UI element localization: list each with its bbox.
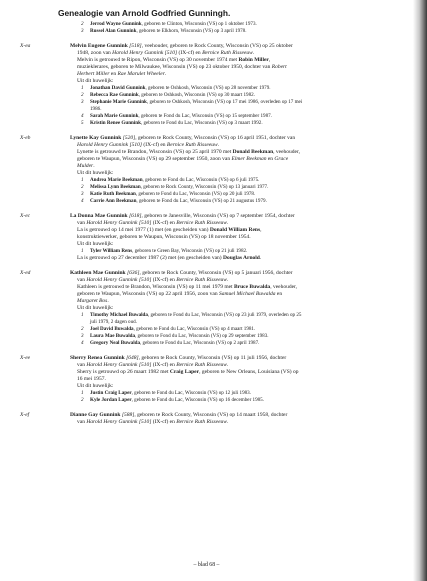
text-span: 1948, zoon van bbox=[77, 50, 113, 56]
child-details: , geboren te Clinton, Wisconsin (VS) op 1 oktober 1973. bbox=[141, 21, 257, 27]
child-entry bbox=[20, 340, 413, 347]
child-name: Timothy Michael Buwalda bbox=[90, 312, 148, 318]
person-name: Lynette Kay Gunnink bbox=[70, 135, 122, 141]
italic-text: Harold Henry Gunnink [510] bbox=[112, 50, 178, 56]
italic-text: Bernice Ruth Risseeuw bbox=[176, 419, 227, 425]
italic-text: Bernice Ruth Risseeuw bbox=[176, 277, 227, 283]
italic-text: Bernice Ruth Risseeuw bbox=[176, 220, 227, 226]
child-name: Stephanie Marie Gunnink bbox=[90, 99, 147, 105]
entry-text-line bbox=[20, 163, 413, 170]
child-number: 4 bbox=[81, 198, 84, 204]
child-entry bbox=[20, 397, 413, 404]
child-entry bbox=[20, 21, 413, 28]
child-number: 1 bbox=[81, 177, 84, 183]
italic-text: Harold Henry Gunnink [510] bbox=[86, 419, 152, 425]
italic-text: Grace bbox=[274, 156, 289, 162]
child-details: , geboren te Fond du Lac, Wisconsin (VS) op 6 juli 1975. bbox=[142, 177, 260, 183]
child-entry bbox=[20, 333, 413, 340]
child-name: Kyle Jordan Laper bbox=[90, 397, 132, 403]
text-span: van bbox=[77, 362, 87, 368]
child-name: Rebecca Rae Gunnink bbox=[90, 92, 139, 98]
entry-code: X-ed bbox=[20, 270, 31, 276]
child-name: Katie Ruth Beekman bbox=[90, 191, 136, 197]
entry-text-line bbox=[20, 291, 413, 298]
text-span: van bbox=[77, 220, 87, 226]
entry-text-line bbox=[20, 376, 413, 383]
entry-code: X-eb bbox=[20, 135, 31, 141]
child-name: Gregory Neal Buwalda bbox=[90, 340, 140, 346]
entry-code: X-ef bbox=[20, 412, 30, 418]
text-span: Uit dit huwelijk: bbox=[77, 305, 114, 311]
child-details: , geboren te Fond du Lac, Wisconsin (VS) op 12 juli 1983. bbox=[131, 390, 251, 396]
person-name: Melvin Eugene Gunnink bbox=[70, 43, 128, 49]
text-span: Uit dit huwelijk: bbox=[77, 383, 114, 389]
text-span: , bbox=[260, 227, 262, 233]
entry-text-line bbox=[20, 78, 413, 85]
child-number: 2 bbox=[81, 184, 84, 190]
text-span: (IX-cf) en bbox=[151, 277, 177, 283]
entry-text-line bbox=[20, 277, 413, 284]
text-span: . bbox=[259, 255, 262, 261]
page-footer: – blad 68 – bbox=[193, 562, 220, 568]
text-span: Uit dit huwelijk: bbox=[77, 241, 114, 247]
text-span: Lynette is getrouwd te Brandon, Wisconsin (VS) op 25 april 1970 met bbox=[77, 149, 233, 155]
child-details: , geboren te Fond du Lac, Wisconsin (VS) op 29 september 1983. bbox=[135, 333, 269, 339]
person-name: Bruce Buwalda bbox=[233, 284, 271, 290]
child-details: , geboren te Fond du Lac, Wisconsin (VS) op 23 juli 1979, overleden op 25 bbox=[147, 312, 302, 318]
text-span: van bbox=[77, 419, 87, 425]
text-span: Sherry is getrouwd op 26 maart 1982 met bbox=[77, 369, 170, 375]
person-name: Donald Beekman bbox=[232, 149, 274, 155]
entry-spacer bbox=[20, 262, 413, 270]
text-span: , geboren te Rock County, Wisconsin (VS) op 5 januari 1956, dochter bbox=[139, 270, 293, 276]
entry-text-line bbox=[20, 305, 413, 312]
entry-text-line bbox=[20, 362, 413, 369]
entry-text-line bbox=[20, 284, 413, 291]
person-name: Dianne Gay Gunnink bbox=[70, 412, 121, 418]
child-details: , geboren te Fond du Lac, Wisconsin (VS) op 2 april 1987. bbox=[140, 340, 260, 346]
text-span: Kathleen is getrouwd te Brandon, Wisconsin (VS) op 11 mei 1979 met bbox=[77, 284, 234, 290]
text-span: . bbox=[226, 220, 229, 226]
entry-text-line bbox=[20, 369, 413, 376]
genealogy-entry bbox=[20, 43, 413, 127]
italic-text: [648] bbox=[126, 355, 139, 361]
child-number: 4 bbox=[81, 113, 84, 119]
text-span: konstruktiewerker, geboren te Waupun, Wisconsin (VS) op 18 november 1954. bbox=[77, 234, 251, 240]
italic-text: Samuel Michael Buwalda bbox=[218, 291, 276, 297]
child-entry bbox=[20, 312, 413, 319]
entry-text-line bbox=[20, 298, 413, 305]
text-span: en bbox=[109, 71, 118, 77]
entry-heading-line bbox=[20, 43, 413, 50]
child-number: 3 bbox=[81, 28, 84, 34]
italic-text: [520] bbox=[122, 135, 136, 141]
italic-text: [636] bbox=[127, 270, 140, 276]
italic-text: Harold Henry Gunnink [510] bbox=[86, 277, 152, 283]
child-entry bbox=[20, 184, 413, 191]
page-header: Genealogie van Arnold Godfried Gunningh. bbox=[58, 8, 231, 18]
italic-text: Harold Henry Gunnink [510] bbox=[86, 220, 152, 226]
person-name: Kathleen Mae Gunnink bbox=[70, 270, 126, 276]
person-name: La Donna Mae Gunnink bbox=[70, 213, 128, 219]
text-span: La is getrouwd op 14 mei 1977 (1) met (en gescheiden van) bbox=[77, 227, 210, 233]
genealogy-entry bbox=[20, 270, 413, 347]
italic-text: Robert bbox=[271, 64, 287, 70]
entry-text-line bbox=[20, 234, 413, 241]
child-number: 3 bbox=[81, 333, 84, 339]
child-details: , geboren te Fond du Lac, Wisconsin (VS) op 4 maart 1981. bbox=[133, 326, 256, 332]
genealogy-content bbox=[20, 21, 413, 426]
text-span: , geboren te Rock County, Wisconsin (VS) op 16 april 1951, dochter van bbox=[135, 135, 296, 141]
italic-text: Margaret Bos bbox=[77, 298, 108, 304]
child-entry bbox=[20, 99, 413, 106]
text-span: muzieklerares, geboren te Milwaukee, Wisconsin (VS) op 23 oktober 1950, dochter van bbox=[77, 64, 272, 70]
child-details: , geboren te Fond du Lac, Wisconsin (VS) op 20 juli 1978. bbox=[135, 191, 256, 197]
text-span: Uit dit huwelijk: bbox=[77, 78, 114, 84]
italic-text: Rae Marulet Wheeler bbox=[117, 71, 165, 77]
entry-heading-line bbox=[20, 412, 413, 419]
child-entry-continuation bbox=[20, 319, 413, 326]
child-number: 1 bbox=[81, 248, 84, 254]
entry-text-line bbox=[20, 383, 413, 390]
text-span: . bbox=[107, 298, 109, 304]
italic-text: Bernice Ruth Risseeuw bbox=[166, 142, 218, 148]
text-span: . bbox=[217, 142, 220, 148]
entry-heading-line bbox=[20, 213, 413, 220]
child-number: 2 bbox=[81, 326, 84, 332]
entry-heading-line bbox=[20, 355, 413, 362]
entry-heading-line bbox=[20, 270, 413, 277]
text-span: , geboren te Rock County, Wisconsin (VS) op 14 maart 1958, dochter bbox=[134, 412, 288, 418]
person-name: Craig Laper bbox=[169, 369, 200, 375]
italic-text: Elmer Beekman bbox=[231, 156, 267, 162]
text-span: La is getrouwd op 27 december 1987 (2) met (en gescheiden van) bbox=[77, 255, 224, 261]
text-span: 16 mei 1957. bbox=[77, 376, 106, 382]
child-number: 3 bbox=[81, 191, 84, 197]
text-span: en bbox=[266, 156, 275, 162]
text-span: , veehouder, bbox=[270, 284, 297, 290]
child-entry bbox=[20, 198, 413, 205]
text-span: . bbox=[93, 163, 95, 169]
entry-spacer bbox=[20, 205, 413, 213]
book-spine-shadow bbox=[413, 0, 427, 581]
text-span: , bbox=[268, 57, 271, 63]
italic-text: Herbert Miller bbox=[77, 71, 110, 77]
entry-text-line bbox=[20, 64, 413, 71]
entry-code: X-ee bbox=[20, 355, 31, 361]
child-number: 5 bbox=[81, 120, 84, 126]
text-span: . bbox=[164, 71, 167, 77]
italic-text: [618] bbox=[129, 213, 142, 219]
text-span: , geboren te New Orleans, Louisiana (VS) op bbox=[199, 369, 299, 375]
entry-text-line bbox=[20, 241, 413, 248]
entry-code: X-ea bbox=[20, 43, 31, 49]
italic-text: Harold Henry Gunnink [510] bbox=[77, 142, 143, 148]
entry-spacer bbox=[20, 404, 413, 412]
entry-spacer bbox=[20, 347, 413, 355]
text-span: geboren te Waupun, Wisconsin (VS) op 29 september 1950, zoon van bbox=[77, 156, 232, 162]
text-span: . bbox=[226, 277, 229, 283]
entry-text-line bbox=[20, 419, 413, 426]
entry-text-line bbox=[20, 57, 413, 64]
text-span: geboren te Waupun, Wisconsin (VS) op 22 april 1956, zoon van bbox=[77, 291, 219, 297]
text-span: (IX-cf) en bbox=[151, 220, 177, 226]
child-name: Jonathan David Gunnink bbox=[90, 85, 146, 91]
entry-heading-line bbox=[20, 135, 413, 142]
entry-code: X-ec bbox=[20, 213, 31, 219]
text-span: , geboren te Rock County, Wisconsin (VS) op 11 juli 1956, dochter bbox=[138, 355, 287, 361]
entry-text-line bbox=[20, 170, 413, 177]
child-entry bbox=[20, 28, 413, 35]
child-entry bbox=[20, 177, 413, 184]
entry-text-line bbox=[20, 149, 413, 156]
italic-text: [518] bbox=[129, 43, 142, 49]
child-details: , geboren te Rock County, Wisconsin (VS) op 13 januari 1977. bbox=[140, 184, 269, 190]
child-number: 2 bbox=[81, 21, 84, 27]
child-name: Sarah Marie Gunnink bbox=[90, 113, 139, 119]
child-entry-continuation bbox=[20, 106, 413, 113]
child-number: 1 bbox=[81, 390, 84, 396]
italic-text: Harold Henry Gunnink [510] bbox=[86, 362, 152, 368]
text-span: . bbox=[226, 419, 229, 425]
text-span: , veehouder, geboren te Rock County, Wisconsin (VS) op 25 oktober bbox=[141, 43, 293, 49]
text-span: van bbox=[77, 277, 87, 283]
child-details: , geboren te Fond du Lac, Wisconsin (VS) op 15 september 1987. bbox=[138, 113, 272, 119]
italic-text: Mulder bbox=[77, 163, 94, 169]
entry-text-line bbox=[20, 156, 413, 163]
child-entry bbox=[20, 191, 413, 198]
person-name: Robin Miller bbox=[238, 57, 269, 63]
entry-spacer bbox=[20, 127, 413, 135]
child-name: Carrie Ann Beekman bbox=[90, 198, 137, 204]
entry-text-line bbox=[20, 227, 413, 234]
italic-text: Bernice Ruth Risseeuw bbox=[176, 362, 227, 368]
child-details: , geboren te Fond du Lac, Wisconsin (VS) op 21 augustus 1979. bbox=[136, 198, 267, 204]
text-span: Melvin is getrouwd te Ripon, Wisconsin (VS) op 30 november 1974 met bbox=[77, 57, 239, 63]
person-name: Donald William Rens bbox=[209, 227, 261, 233]
genealogy-entry bbox=[20, 213, 413, 262]
child-details: , geboren te Oshkosh, Wisconsin (VS) op 30 maart 1982. bbox=[138, 92, 255, 98]
child-entry bbox=[20, 92, 413, 99]
person-name: Sherry Renea Gunnink bbox=[70, 355, 125, 361]
child-number: 4 bbox=[81, 340, 84, 346]
entry-text-line bbox=[20, 50, 413, 57]
text-span: en bbox=[275, 291, 283, 297]
child-name: Justin Craig Laper bbox=[90, 390, 132, 396]
entry-text-line bbox=[20, 142, 413, 149]
text-span: (IX-cf) en bbox=[142, 142, 167, 148]
entry-text-line bbox=[20, 71, 413, 78]
child-entry bbox=[20, 85, 413, 92]
child-details: , geboren te Fond du Lac, Wisconsin (VS) op 3 maart 1992. bbox=[140, 120, 263, 126]
italic-text: Bernice Ruth Risseeuw bbox=[202, 50, 253, 56]
child-details: , geboren te Fond du Lac, Wisconsin (VS) op 16 december 1985. bbox=[131, 397, 265, 403]
entry-text-line bbox=[20, 255, 413, 262]
text-span: (IX-cf) en bbox=[151, 419, 177, 425]
text-span: (IX-cf) en bbox=[151, 362, 177, 368]
child-name: Melissa Lynn Beekman bbox=[90, 184, 141, 190]
child-name: Jerrod Wayne Gunnink bbox=[90, 21, 142, 27]
child-details: , geboren te Oshkosh, Wisconsin (VS) op 28 november 1979. bbox=[145, 85, 271, 91]
child-number: 2 bbox=[81, 397, 84, 403]
italic-text: [588] bbox=[121, 412, 135, 418]
text-span: (IX-cf) en bbox=[177, 50, 203, 56]
text-span: , veehouder, bbox=[273, 149, 300, 155]
entry-spacer bbox=[20, 35, 413, 43]
genealogy-entry bbox=[20, 135, 413, 205]
child-entry bbox=[20, 120, 413, 127]
child-entry bbox=[20, 390, 413, 397]
child-name: Russel Alan Gunnink bbox=[90, 28, 137, 34]
child-details: , geboren te Oshkosh, Wisconsin (VS) op 17 mei 1986, overleden op 17 mei bbox=[146, 99, 303, 105]
child-details: , geboren te Green Bay, Wisconsin (VS) op 21 juli 1982. bbox=[132, 248, 248, 254]
child-name: Tyler William Rens bbox=[90, 248, 133, 254]
child-number: 2 bbox=[81, 92, 84, 98]
genealogy-entry bbox=[20, 355, 413, 404]
text-span: . bbox=[252, 50, 255, 56]
child-details-wrap: 1986. bbox=[90, 106, 102, 112]
entry-text-line bbox=[20, 220, 413, 227]
child-number: 3 bbox=[81, 99, 84, 105]
child-number: 1 bbox=[81, 312, 84, 318]
child-name: Andrea Marie Beekman bbox=[90, 177, 143, 183]
genealogy-entry bbox=[20, 412, 413, 426]
person-name: Douglas Arnold bbox=[223, 255, 260, 261]
child-entry bbox=[20, 113, 413, 120]
child-details-wrap: juli 1979, 2 dagen oud. bbox=[90, 319, 137, 325]
child-number: 1 bbox=[81, 85, 84, 91]
text-span: , geboren te Janesville, Wisconsin (VS) op 7 september 1954, dochter bbox=[141, 213, 295, 219]
text-span: Uit dit huwelijk: bbox=[77, 170, 114, 176]
child-entry bbox=[20, 248, 413, 255]
child-details: , geboren te Elkhorn, Wisconsin (VS) op 3 april 1978. bbox=[136, 28, 247, 34]
child-name: Kristin Renee Gunnink bbox=[90, 120, 141, 126]
child-name: Joel David Buwalda bbox=[90, 326, 134, 332]
child-entry bbox=[20, 326, 413, 333]
child-name: Laura Mae Buwalda bbox=[90, 333, 135, 339]
text-span: . bbox=[226, 362, 229, 368]
